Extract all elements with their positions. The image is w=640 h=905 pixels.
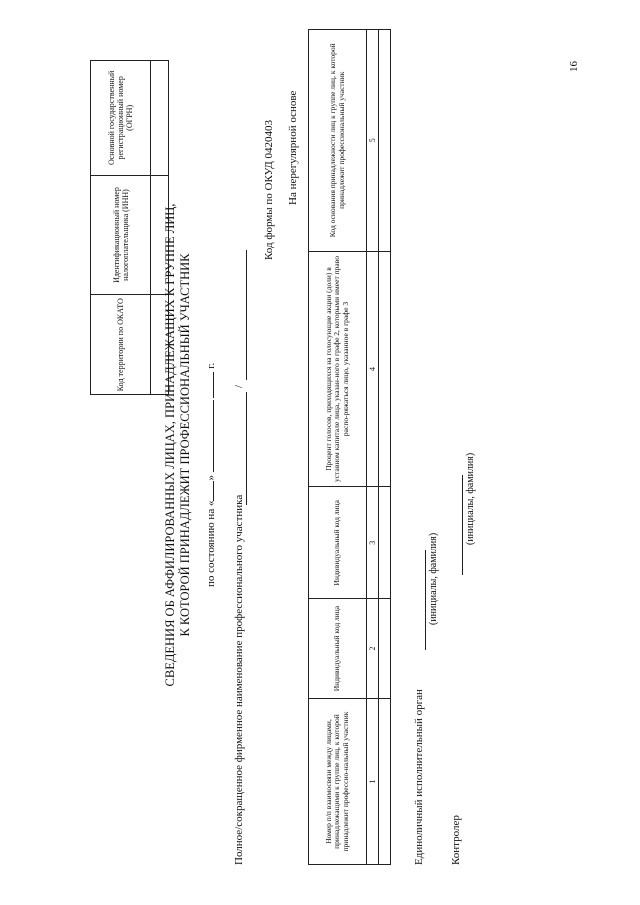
- table-cell[interactable]: [379, 699, 391, 865]
- col-number-4: 4: [367, 251, 379, 487]
- header-col-2: Индивидуальный код лица: [309, 599, 367, 699]
- as-of-suffix: г.: [205, 362, 217, 369]
- month-field[interactable]: [213, 400, 214, 472]
- executive-signature-line[interactable]: [425, 550, 426, 650]
- page-number: 16: [568, 61, 580, 72]
- basis-note: На нерегулярной основе: [287, 90, 299, 205]
- header-col-3: Индивидуальный код лица: [309, 487, 367, 599]
- table-cell[interactable]: [379, 599, 391, 699]
- col-number-2: 2: [367, 599, 379, 699]
- header-col-5: Код основания принадлежности лиц к группе лиц, к которой принадлежит профессиональный участник: [309, 30, 367, 252]
- title-line-2: К КОТОРОЙ ПРИНАДЛЕЖИТ ПРОФЕССИОНАЛЬНЫЙ УЧАСТНИК: [178, 253, 192, 637]
- controller-signature-line[interactable]: [462, 475, 463, 575]
- header-col-4: Процент голосов, приходящихся на голосующие акции (доли) в уставном капитале лица, указан-ного в графе 2, которыми имеет право распо-ряжаться лицо, указанное в графе 3: [309, 251, 367, 487]
- as-of-mid: »: [205, 475, 217, 481]
- form-title: [163, 115, 193, 775]
- inn-header: Идентификационный номер налогоплательщика (ИНН): [91, 175, 151, 295]
- okud-code: Код формы по ОКУД 0420403: [263, 119, 275, 260]
- day-field[interactable]: [213, 481, 214, 501]
- controller-label: Контролер: [450, 815, 462, 865]
- table-cell[interactable]: [379, 487, 391, 599]
- col-number-1: 1: [367, 699, 379, 865]
- col-number-3: 3: [367, 487, 379, 599]
- executive-caption: (инициалы, фамилия): [428, 532, 439, 625]
- table-cell[interactable]: [379, 30, 391, 252]
- controller-caption: (инициалы, фамилия): [465, 452, 476, 545]
- full-name-field[interactable]: [246, 392, 247, 505]
- short-name-field[interactable]: [246, 250, 247, 380]
- header-col-1: Номер п/п взаимосвязи между лицами, принадлежащими к группе лиц, к которой принадлежит профессио-нальный участник: [309, 699, 367, 865]
- header-code-table: [90, 60, 169, 395]
- table-cell[interactable]: [379, 251, 391, 487]
- executive-label: Единоличный исполнительный орган: [413, 689, 425, 865]
- affiliated-persons-table: [308, 29, 391, 865]
- title-line-1: СВЕДЕНИЯ ОБ АФФИЛИРОВАННЫХ ЛИЦАХ, ПРИНАДЛЕЖАЩИХ К ГРУППЕ ЛИЦ,: [163, 203, 177, 687]
- name-separator: /: [233, 384, 245, 388]
- participant-name-label: Полное/сокращенное фирменное наименование профессионального участника: [233, 494, 245, 865]
- ogrn-header: Основной государственный регистрационный номер (ОГРН): [91, 61, 151, 176]
- year-field[interactable]: [213, 372, 214, 398]
- col-number-5: 5: [367, 30, 379, 252]
- okato-header: Код территории по ОКАТО: [91, 295, 151, 395]
- as-of-date: [205, 363, 217, 587]
- as-of-prefix: по состоянию на «: [205, 500, 217, 587]
